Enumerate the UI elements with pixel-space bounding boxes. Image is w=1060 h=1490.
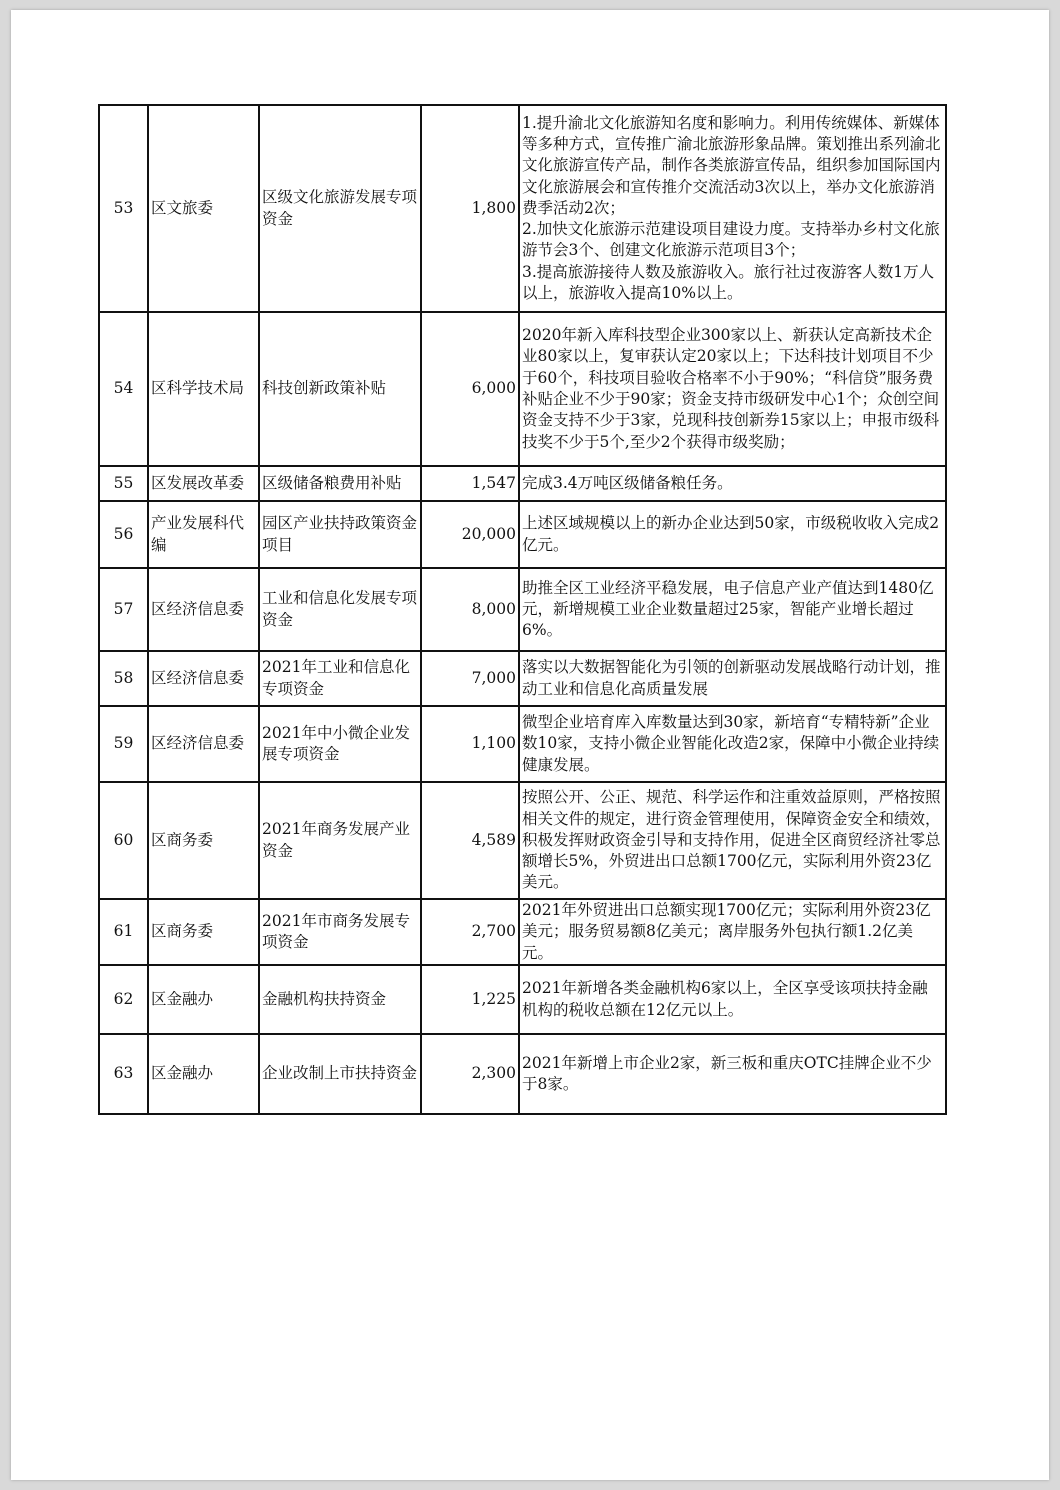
amount-cell: 1,225 [421,965,519,1034]
project-name-cell: 工业和信息化发展专项资金 [259,568,421,651]
row-number: 58 [99,651,148,706]
row-number: 56 [99,501,148,568]
row-number: 63 [99,1034,148,1114]
department-cell: 区经济信息委 [148,706,259,782]
department-cell: 产业发展科代编 [148,501,259,568]
table-row [99,568,946,651]
goal-cell: 落实以大数据智能化为引领的创新驱动发展战略行动计划，推动工业和信息化高质量发展 [519,651,946,706]
project-name-cell: 园区产业扶持政策资金项目 [259,501,421,568]
table-row [99,105,946,312]
goal-cell: 2021年新增上市企业2家，新三板和重庆OTC挂牌企业不少于8家。 [519,1034,946,1114]
goal-cell: 微型企业培育库入库数量达到30家，新培育“专精特新”企业数10家，支持小微企业智能化改造2家，保障中小微企业持续健康发展。 [519,706,946,782]
row-number: 59 [99,706,148,782]
goal-cell: 助推全区工业经济平稳发展，电子信息产业产值达到1480亿元，新增规模工业企业数量超过25家，智能产业增长超过6%。 [519,568,946,651]
department-cell: 区商务委 [148,899,259,965]
table-row [99,312,946,466]
project-name-cell: 2021年市商务发展专项资金 [259,899,421,965]
goal-cell: 上述区域规模以上的新办企业达到50家，市级税收收入完成2亿元。 [519,501,946,568]
department-cell: 区发展改革委 [148,466,259,501]
goal-cell: 2021年外贸进出口总额实现1700亿元；实际利用外资23亿美元；服务贸易额8亿美元；离岸服务外包执行额1.2亿美元。 [519,899,946,965]
row-number: 60 [99,782,148,899]
department-cell: 区文旅委 [148,105,259,312]
table-row [99,965,946,1034]
goal-cell: 2020年新入库科技型企业300家以上、新获认定高新技术企业80家以上，复审获认定20家以上；下达科技计划项目不少于60个，科技项目验收合格率不小于90%；“科信贷”服务费补贴企业不少于90家；资金支持市级研发中心1个；众创空间资金支持不少于3家，兑现科技创新券15家以上；申报市级科技奖不少于5个,至少2个获得市级奖励； [519,312,946,466]
amount-cell: 6,000 [421,312,519,466]
amount-cell: 2,300 [421,1034,519,1114]
table-row [99,782,946,899]
project-name-cell: 金融机构扶持资金 [259,965,421,1034]
goal-cell: 完成3.4万吨区级储备粮任务。 [519,466,946,501]
document-page [11,10,1049,1480]
amount-cell: 1,800 [421,105,519,312]
row-number: 54 [99,312,148,466]
amount-cell: 1,100 [421,706,519,782]
project-name-cell: 2021年工业和信息化专项资金 [259,651,421,706]
row-number: 53 [99,105,148,312]
budget-table [98,104,947,1115]
department-cell: 区科学技术局 [148,312,259,466]
department-cell: 区经济信息委 [148,568,259,651]
goal-cell: 1.提升渝北文化旅游知名度和影响力。利用传统媒体、新媒体等多种方式，宣传推广渝北旅游形象品牌。策划推出系列渝北文化旅游宣传产品，制作各类旅游宣传品，组织参加国际国内文化旅游展会和宣传推介交流活动3次以上，举办文化旅游消费季活动2次； 2.加快文化旅游示范建设项目建设力度。支持举办乡村文化旅游节会3个、创建文化旅游示范项目3个； 3.提高旅游接待人数及旅游收入。旅行社过夜游客人数1万人以上，旅游收入提高10%以上。 [519,105,946,312]
project-name-cell: 区级储备粮费用补贴 [259,466,421,501]
row-number: 61 [99,899,148,965]
project-name-cell: 2021年商务发展产业资金 [259,782,421,899]
row-number: 55 [99,466,148,501]
table-row [99,466,946,501]
amount-cell: 1,547 [421,466,519,501]
table-row [99,899,946,965]
table-row [99,706,946,782]
project-name-cell: 2021年中小微企业发展专项资金 [259,706,421,782]
project-name-cell: 区级文化旅游发展专项资金 [259,105,421,312]
goal-cell: 按照公开、公正、规范、科学运作和注重效益原则，严格按照相关文件的规定，进行资金管理使用，保障资金安全和绩效，积极发挥财政资金引导和支持作用，促进全区商贸经济社零总额增长5%，外贸进出口总额1700亿元，实际利用外资23亿美元。 [519,782,946,899]
amount-cell: 4,589 [421,782,519,899]
department-cell: 区金融办 [148,1034,259,1114]
table-row [99,1034,946,1114]
project-name-cell: 企业改制上市扶持资金 [259,1034,421,1114]
project-name-cell: 科技创新政策补贴 [259,312,421,466]
row-number: 62 [99,965,148,1034]
table-row [99,651,946,706]
row-number: 57 [99,568,148,651]
department-cell: 区经济信息委 [148,651,259,706]
amount-cell: 20,000 [421,501,519,568]
goal-cell: 2021年新增各类金融机构6家以上，全区享受该项扶持金融机构的税收总额在12亿元以上。 [519,965,946,1034]
amount-cell: 2,700 [421,899,519,965]
department-cell: 区商务委 [148,782,259,899]
department-cell: 区金融办 [148,965,259,1034]
table-row [99,501,946,568]
amount-cell: 7,000 [421,651,519,706]
amount-cell: 8,000 [421,568,519,651]
